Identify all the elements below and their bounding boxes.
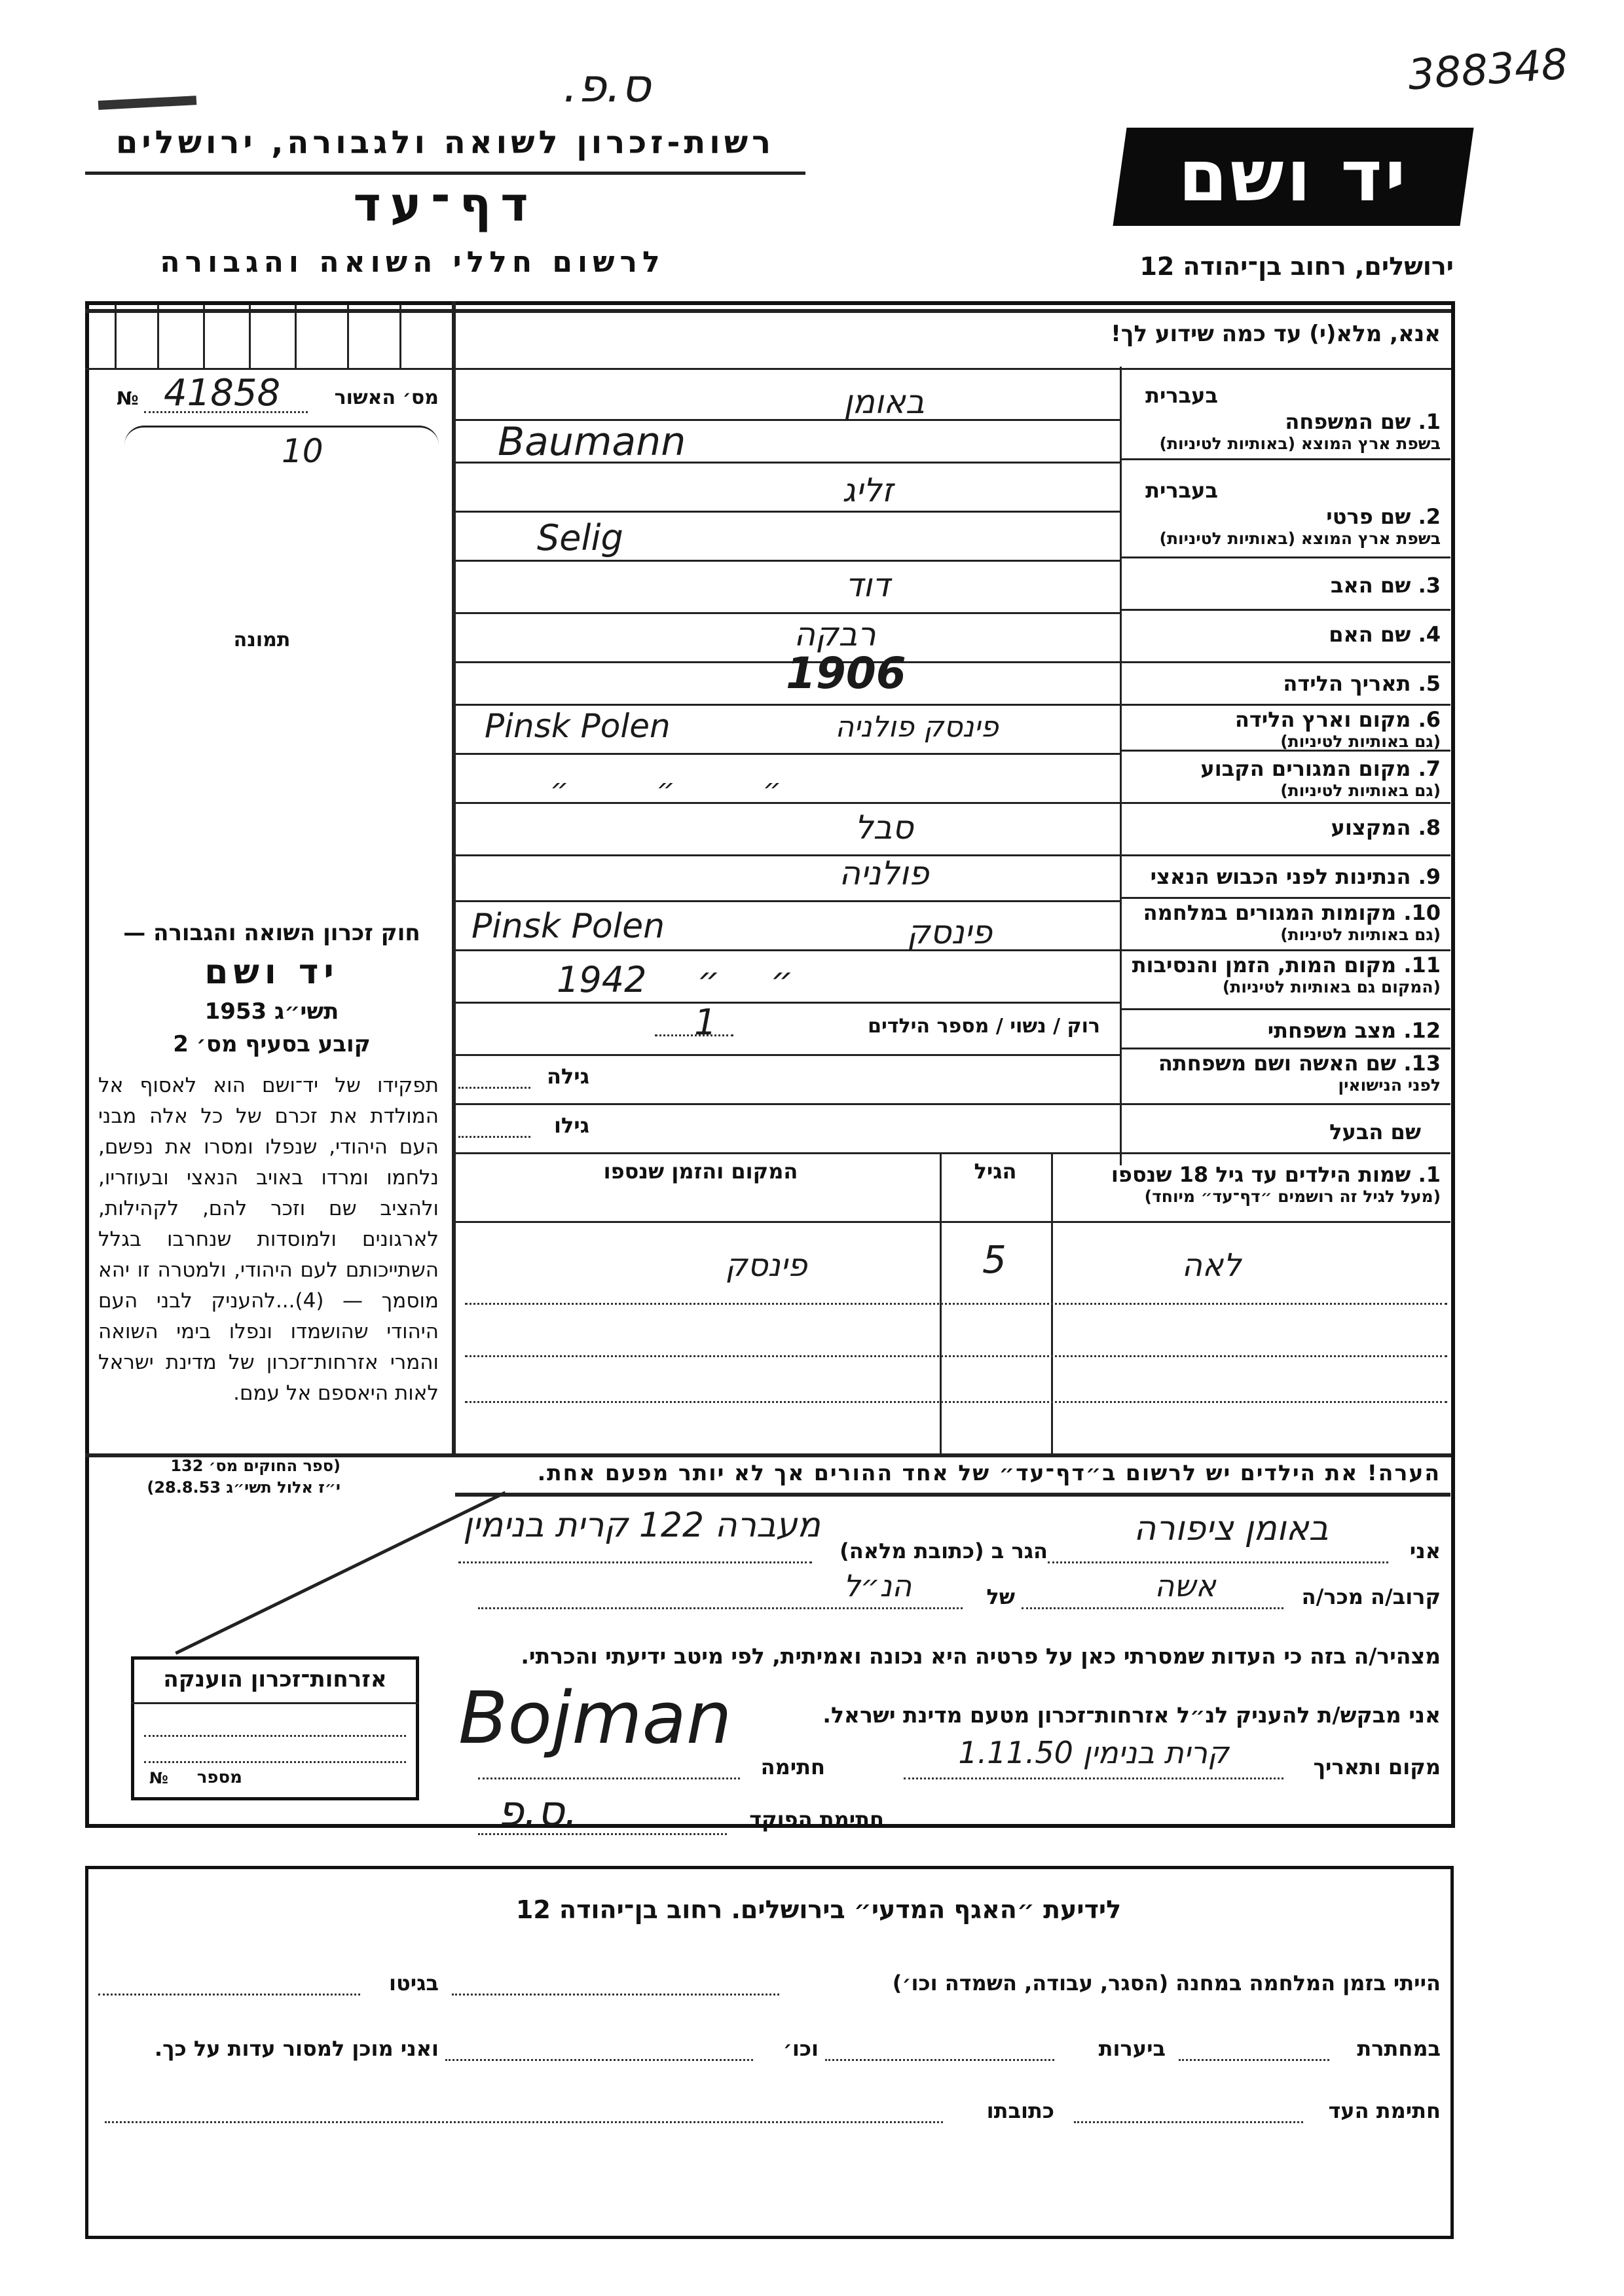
signature-value[interactable]: Bojman (458, 1676, 732, 1760)
children-header-names-text: שמות הילדים עד גיל 18 שנספו (1111, 1162, 1411, 1187)
field-2-sub: בשפת ארץ המוצא (באותיות לטיניות) (1159, 529, 1441, 548)
declarant-resides-label: הגר ב (כתובת מלאה) (840, 1539, 1048, 1563)
law-name: יד ושם (204, 953, 339, 992)
field-2-label-text: שם פרטי (1326, 504, 1411, 529)
stamp-mark (98, 96, 197, 110)
request-text: אני מבקש/ת להעניק לנ״ל אזרחות־זכרון מטעם מדינת ישראל. (822, 1702, 1441, 1728)
field-9-label-text: הנתינות לפני הכבוש הנאצי (1150, 864, 1411, 889)
field-8-label-text: המקצוע (1331, 815, 1411, 840)
declarant-address[interactable]: מעברה 122 קרית בנימין (463, 1506, 821, 1545)
footer-line2-b: ביערות (1098, 2036, 1166, 2061)
citizenship-title: אזרחות־זכרון הוענקה (163, 1666, 387, 1692)
law-section: קובע בסעיף מס׳ 2 (173, 1031, 371, 1057)
place-date-label: מקום ותאריך (1313, 1755, 1441, 1779)
field-8-label (1126, 815, 1441, 840)
field-10-value-heb[interactable]: פינסק (906, 913, 993, 951)
field-9-num: 9. (1418, 864, 1441, 889)
field-12-children-count[interactable]: 1 (694, 1002, 717, 1043)
field-3-label-text: שם האב (1330, 573, 1411, 598)
law-text: תפקידו של יד־ושם הוא לאסוף אל המולדת את זכרם של כל אלה מבני העם היהודי, שנפלו ומסרו את נפשם, נלחמו ומרדו באויב הנאצי ובעוזריו, ולהציב שם וזכר להם, לקהילות, לארגונים ולמוסדות שנחרבו בגלל השתייכותם לעם היהודי, ולמטרה זו יהא מוסמך — (4)...להעניק לבני העם היהודי שהושמדו ונפלו בימי השואה והמרי אזרחות־זכרון של מדינת ישראל לאות היאספם אל עמם. (98, 1074, 439, 1405)
place-date-value[interactable]: קרית בנימין 1.11.50 (958, 1735, 1229, 1770)
law-year: תשי״ג 1953 (204, 998, 339, 1025)
field-6-value-lat[interactable]: Pinsk Polen (485, 707, 671, 745)
child-1-place[interactable]: פינסק (725, 1247, 807, 1284)
field-12-label (1126, 1018, 1441, 1043)
field-5-label (1126, 671, 1441, 696)
children-num: 1. (1418, 1162, 1441, 1187)
field-2-num: 2. (1418, 504, 1441, 529)
field-5-value[interactable]: 1906 (786, 648, 906, 699)
husband-age-label: גילו (553, 1113, 589, 1138)
child-1-age[interactable]: 5 (982, 1237, 1006, 1282)
field-1-value-lat[interactable]: Baumann (498, 419, 686, 465)
field-9-value[interactable]: פולניה (839, 854, 929, 892)
footer-line2-c: וכו׳ (783, 2036, 819, 2061)
field-6-sub: (גם באותיות לטיניות) (1280, 732, 1441, 751)
field-10-sub: (גם באותיות לטיניות) (1280, 925, 1441, 944)
request-line: אנא, מלא(י) עד כמה שידוע לך! (1111, 321, 1441, 347)
field-7-label-text: מקום המגורים הקבוע (1200, 756, 1411, 781)
photo-label: תמונה (233, 629, 291, 651)
field-1-label (1126, 409, 1441, 453)
field-1-num: 1. (1418, 409, 1441, 434)
children-header-sub: (מעל לגיל זה רושמים ״דף־עד״ מיוחד) (1144, 1187, 1441, 1206)
signature-label: חתימה (760, 1755, 825, 1779)
form-title: דף־עד (353, 177, 538, 232)
footer-line1-b: בגיטו (389, 1971, 439, 1995)
field-4-num: 4. (1418, 622, 1441, 647)
field-9-label (1126, 864, 1441, 889)
field-1-label-text: שם המשפחה (1285, 409, 1411, 434)
husband-label: שם הבעל (1329, 1120, 1421, 1144)
field-13-sub: לפני הנישואין (1338, 1076, 1441, 1095)
field-6-value-heb[interactable]: פינסק פולניה (835, 710, 999, 744)
field-6-label-text: מקום וארץ הלידה (1234, 707, 1411, 732)
institution-underline (85, 172, 805, 175)
field-1-lang: בעברית (1145, 383, 1218, 408)
footer-line2-a: במחתרת (1357, 2036, 1441, 2061)
field-12-num: 12. (1403, 1018, 1441, 1043)
law-title: חוק זכרון השואה והגבורה — (123, 920, 420, 946)
field-11-sub: (המקום גם באותיות לטיניות) (1222, 977, 1441, 996)
field-4-label-text: שם האם (1329, 622, 1411, 647)
field-10-num: 10. (1403, 900, 1441, 925)
field-2-label (1126, 504, 1441, 548)
footer-line1-a: הייתי בזמן המלחמה במחנה (הסגר, עבודה, השמדה וכו׳) (892, 1971, 1441, 1995)
field-10-label (1126, 900, 1441, 944)
children-header-names (1054, 1162, 1441, 1206)
field-11-value[interactable]: 1942 ״ ״ (557, 959, 794, 1000)
field-13-num: 13. (1403, 1051, 1441, 1076)
of-value[interactable]: הנ״ל (843, 1568, 912, 1603)
officer-signature[interactable]: ס.פ. (498, 1787, 578, 1836)
children-header-place: המקום והזמן שנספו (603, 1159, 798, 1184)
field-4-label (1126, 622, 1441, 647)
children-header-age: הגיל (974, 1159, 1017, 1184)
field-12-status-options: רוק / נשוי / מספר הילדים (868, 1015, 1100, 1038)
field-1-value-heb[interactable]: באומן (843, 383, 925, 421)
field-8-value[interactable]: סבל (855, 809, 913, 847)
form-subtitle: לרשום חללי השואה והגבורה (160, 246, 665, 279)
field-2-value-lat[interactable]: Selig (537, 517, 623, 558)
field-12-label-text: מצב משפחתי (1267, 1018, 1397, 1043)
field-10-value-lat[interactable]: Pinsk Polen (471, 907, 665, 946)
field-7-sub: (גם באותיות לטיניות) (1280, 781, 1441, 800)
field-2-lang: בעברית (1145, 478, 1218, 503)
field-7-num: 7. (1418, 756, 1441, 781)
field-7-value[interactable]: ״ ״ ״ (550, 773, 782, 806)
field-11-label-text: מקום המות, הזמן והנסיבות (1132, 953, 1397, 977)
approval-no-sign: № (117, 388, 139, 409)
field-3-value[interactable]: דוד (845, 566, 891, 604)
header-address: ירושלים, רחוב בן־יהודה 12 (1139, 252, 1454, 281)
field-1-sub: בשפת ארץ המוצא (באותיות לטיניות) (1159, 434, 1441, 453)
footer-notice: לידיעת ״האגף המדעי״ בירושלים. רחוב בן־יהודה 12 (515, 1895, 1122, 1924)
logo-text: יד ושם (1178, 136, 1409, 217)
field-3-num: 3. (1418, 573, 1441, 598)
field-13-label (1126, 1051, 1441, 1095)
approval-number[interactable]: 41858 (164, 372, 281, 414)
approval-label: מס׳ האשור (334, 386, 439, 409)
field-4-value[interactable]: רבקה (794, 615, 876, 653)
archive-number: 388348 (1406, 40, 1570, 100)
field-5-num: 5. (1418, 671, 1441, 696)
field-5-label-text: תאריך הלידה (1283, 671, 1411, 696)
field-13-label-text: שם האשה ושם משפחתה (1158, 1051, 1397, 1076)
institution-name: רשות-זכרון לשואה ולגבורה, ירושלים (115, 124, 775, 161)
field-3-label (1126, 573, 1441, 598)
field-11-num: 11. (1403, 953, 1441, 977)
field-13-age-label: גילה (546, 1064, 589, 1089)
field-11-label (1126, 953, 1441, 996)
law-ref-2: י״ז אלול תשי״ג 28.8.53) (147, 1478, 341, 1497)
declarant-i-label: אני (1409, 1539, 1441, 1563)
declarant-name[interactable]: באומן ציפורה (1134, 1509, 1329, 1548)
field-2-value-heb[interactable]: זליג (842, 471, 893, 509)
approval-sub: 10 (282, 432, 323, 470)
footer-line3-a: חתימת העד (1328, 2098, 1441, 2123)
child-1-name[interactable]: לאה (1181, 1247, 1242, 1284)
field-8-num: 8. (1418, 815, 1441, 840)
footer-line3-b: כתובתו (986, 2098, 1054, 2123)
footer-line2-d: ואני מוכן למסור עדות על כך. (154, 2036, 439, 2061)
of-label: של (986, 1584, 1015, 1609)
field-7-label (1126, 756, 1441, 800)
declaration-text: מצהיר/ה בזה כי העדות שמסרתי כאן על פרטיה היא נכונה ואמיתית, לפי מיטב ידיעתי והכרתי. (521, 1643, 1441, 1669)
officer-label: חתימת הפוקד (749, 1807, 884, 1832)
relative-label: קרוב/ה מכר/ה (1301, 1584, 1441, 1609)
field-10-label-text: מקומות המגורים במלחמה (1143, 900, 1397, 925)
top-scribble: ס.פ. (563, 59, 651, 113)
citizenship-number-label: מספר (196, 1768, 242, 1787)
field-6-label (1126, 707, 1441, 751)
relation-value[interactable]: אשה (1154, 1568, 1216, 1603)
field-6-num: 6. (1418, 707, 1441, 732)
citizenship-no-sign: № (149, 1769, 168, 1787)
yad-vashem-logo (1113, 128, 1473, 226)
note-text: הערה! את הילדים יש לרשום ב״דף־עד״ של אחד ההורים אך לא יותר מפעם אחת. (537, 1460, 1441, 1485)
law-ref-1: (ספר החוקים מס׳ 132 (170, 1457, 341, 1475)
